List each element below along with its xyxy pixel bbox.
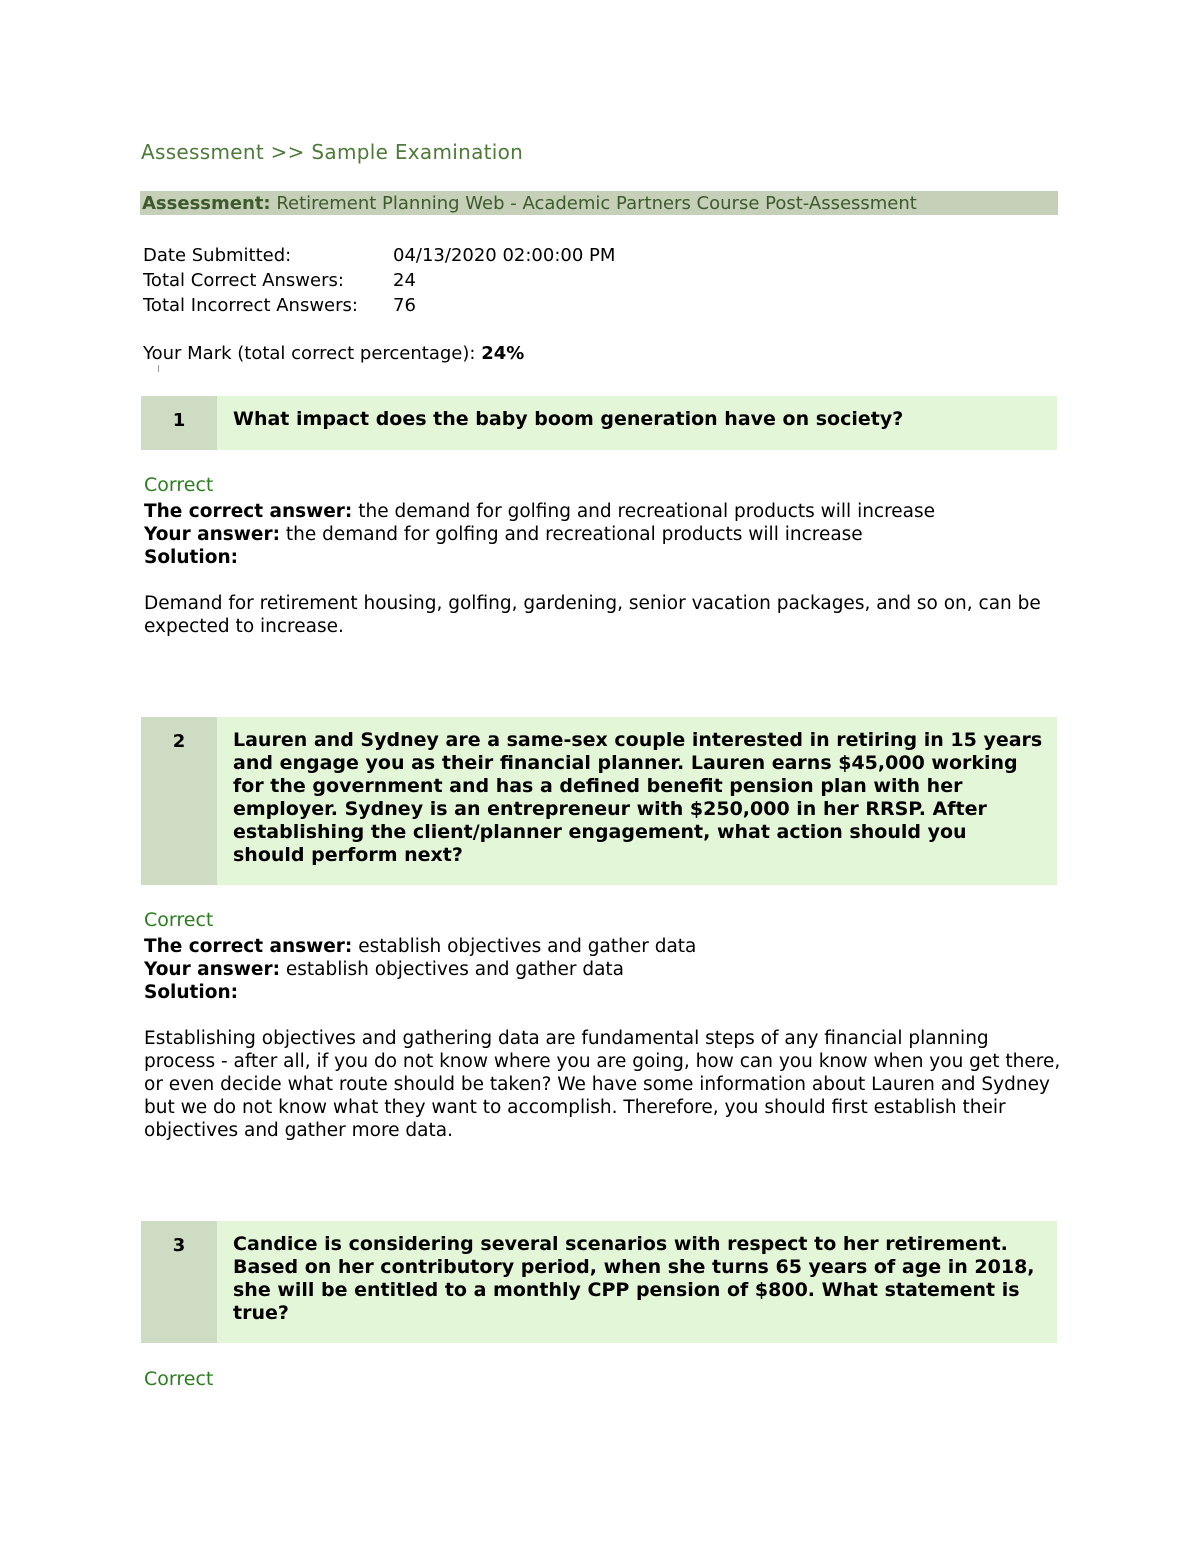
question-number: 1 bbox=[141, 396, 217, 450]
result-status: Correct bbox=[144, 909, 214, 931]
solution-label: Solution: bbox=[144, 982, 239, 1003]
your-answer-label: Your answer: bbox=[144, 524, 280, 545]
date-submitted-value: 04/13/2020 02:00:00 PM bbox=[393, 245, 616, 266]
divider-tick bbox=[158, 365, 159, 372]
your-answer-value: the demand for golfing and recreational products will increase bbox=[285, 524, 863, 545]
question-1-header bbox=[141, 396, 1057, 450]
total-incorrect-value: 76 bbox=[393, 295, 416, 316]
total-correct-label: Total Correct Answers: bbox=[143, 270, 344, 291]
solution-text: Demand for retirement housing, golfing, gardening, senior vacation packages, and so on, can be expected to increase. bbox=[144, 593, 1041, 637]
breadcrumb: Assessment >> Sample Examination bbox=[141, 140, 524, 164]
result-status: Correct bbox=[144, 474, 214, 496]
correct-answer-value: establish objectives and gather data bbox=[358, 936, 697, 957]
question-2-header bbox=[141, 717, 1057, 885]
correct-answer-value: the demand for golfing and recreational products will increase bbox=[358, 501, 936, 522]
question-number: 3 bbox=[141, 1221, 217, 1343]
date-submitted-row bbox=[143, 243, 615, 268]
total-incorrect-row bbox=[143, 293, 416, 318]
solution-label: Solution: bbox=[144, 547, 239, 568]
total-correct-value: 24 bbox=[393, 270, 416, 291]
question-text: Lauren and Sydney are a same-sex couple interested in retiring in 15 years and engage you as their financial planner. Lauren earns $45,000 working for the government and has a defined benefit pension plan with her employer. Sydney is an entrepreneur with $250,000 in her RRSP. After establishing the client/planner engagement, what action should you should perform next? bbox=[233, 729, 1043, 866]
result-status: Correct bbox=[144, 1368, 214, 1390]
date-submitted-label: Date Submitted: bbox=[143, 245, 292, 266]
assessment-name: Retirement Planning Web - Academic Partners Course Post-Assessment bbox=[276, 193, 917, 214]
question-text: What impact does the baby boom generation have on society? bbox=[233, 408, 904, 430]
question-2-result bbox=[144, 909, 1064, 1142]
total-correct-row bbox=[143, 268, 416, 293]
question-number: 2 bbox=[141, 717, 217, 885]
question-3-header bbox=[141, 1221, 1057, 1343]
question-1-result bbox=[144, 474, 1064, 638]
your-mark bbox=[143, 343, 524, 364]
assessment-label: Assessment: bbox=[142, 193, 271, 214]
assessment-title-bar bbox=[140, 191, 1058, 215]
your-answer-value: establish objectives and gather data bbox=[285, 959, 625, 980]
your-answer-label: Your answer: bbox=[144, 959, 280, 980]
question-text: Candice is considering several scenarios with respect to her retirement. Based on her contributory period, when she turns 65 years of age in 2018, she will be entitled to a monthly CPP pension of $800. What statement is true? bbox=[233, 1233, 1035, 1324]
correct-answer-label: The correct answer: bbox=[144, 501, 353, 522]
solution-text: Establishing objectives and gathering data are fundamental steps of any financial planning process - after all, if you do not know where you are going, how can you know when you get there, or even decide what route should be taken? We have some information about Lauren and Sydney but we do not know what they want to accomplish. Therefore, you should first establish their objectives and gather more data. bbox=[144, 1028, 1061, 1141]
total-incorrect-label: Total Incorrect Answers: bbox=[143, 295, 358, 316]
your-mark-label: Your Mark (total correct percentage): bbox=[143, 343, 476, 364]
question-3-result bbox=[144, 1368, 1064, 1394]
correct-answer-label: The correct answer: bbox=[144, 936, 353, 957]
your-mark-value: 24% bbox=[481, 343, 525, 364]
